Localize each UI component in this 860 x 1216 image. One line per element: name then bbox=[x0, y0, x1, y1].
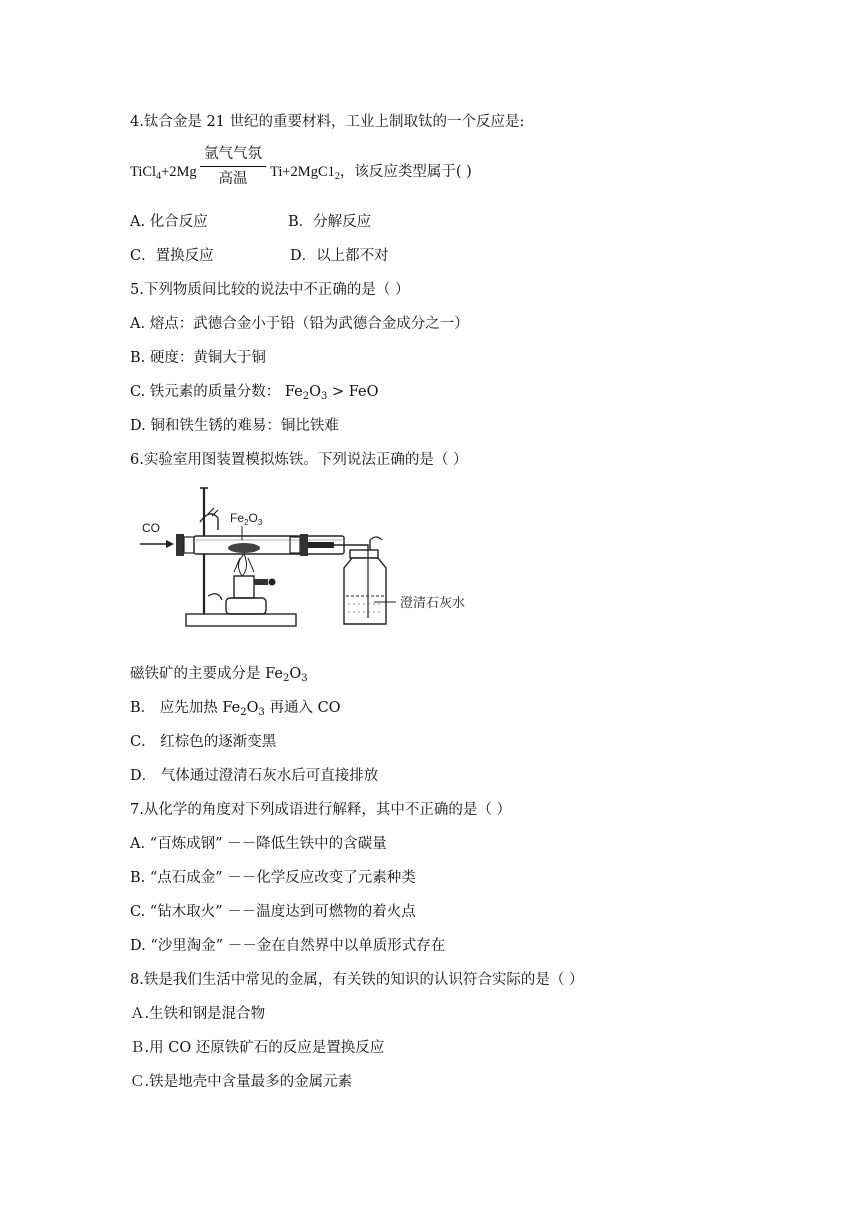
wash-bottle bbox=[344, 558, 386, 624]
q4-condition-bottom: 高温 bbox=[218, 171, 248, 187]
clamp bbox=[200, 514, 218, 530]
q6-option-b: B． 应先加热 $Fe_2O_3$ 再通入 CO bbox=[130, 700, 341, 718]
q8-option-a: Ａ.生铁和钢是混合物 bbox=[130, 1006, 266, 1022]
q6-stem: 6.实验室用图装置模拟炼铁。下列说法正确的是（ ） bbox=[130, 452, 468, 468]
q4-option-b: B．分解反应 bbox=[288, 214, 372, 230]
q7-option-a: A. “百炼成钢” －－降低生铁中的含碳量 bbox=[130, 836, 387, 852]
q5-stem: 5.下列物质间比较的说法中不正确的是（ ） bbox=[130, 282, 410, 298]
q5-option-d: D. 铜和铁生锈的难易：铜比铁难 bbox=[130, 418, 339, 434]
right-stopper bbox=[300, 534, 308, 556]
q8-option-c: Ｃ.铁是地壳中含量最多的金属元素 bbox=[130, 1074, 353, 1090]
stand-base bbox=[186, 614, 296, 626]
q4-option-c: C．置换反应 bbox=[130, 248, 214, 264]
q6-option-d: D． 气体通过澄清石灰水后可直接排放 bbox=[130, 768, 379, 784]
q5-option-a: A. 熔点：武德合金小于铅（铅为武德合金成分之一） bbox=[130, 316, 469, 332]
q4-condition-top: 氩气气氛 bbox=[204, 146, 262, 162]
fe2o3-label: $Fe_2O_3$ bbox=[230, 511, 263, 527]
bottle-stopper bbox=[350, 550, 378, 558]
flame bbox=[234, 554, 254, 576]
q4-stem: 4.钛合金是 21 世纪的重要材料，工业上制取钛的一个反应是: bbox=[130, 114, 525, 130]
fe2o3-powder bbox=[228, 543, 260, 553]
limewater-label: 澄清石灰水 bbox=[400, 595, 466, 610]
q4-equation-left: TiCl$_4$+2Mg bbox=[130, 164, 197, 182]
q8-stem: 8.铁是我们生活中常见的金属，有关铁的知识的认识符合实际的是（ ） bbox=[130, 972, 584, 988]
q4-condition-bar bbox=[200, 166, 266, 167]
q7-option-d: D. “沙里淘金” －－金在自然界中以单质形式存在 bbox=[130, 938, 446, 954]
iron-smelting-apparatus-figure bbox=[138, 484, 498, 634]
q4-reaction-condition bbox=[200, 144, 266, 189]
q5-option-b: B. 硬度：黄铜大于铜 bbox=[130, 350, 266, 366]
q6-option-c: C． 红棕色的逐渐变黑 bbox=[130, 734, 277, 750]
q7-option-b: B. “点石成金” －－化学反应改变了元素种类 bbox=[130, 870, 416, 886]
co-label: CO bbox=[142, 521, 160, 535]
left-stopper bbox=[176, 534, 184, 556]
q4-option-d: D．以上都不对 bbox=[290, 248, 389, 264]
q6-option-a: 磁铁矿的主要成分是 $Fe_2O_3$ bbox=[130, 666, 308, 684]
q4-equation-right: $Ti+2MgC1_2$，该反应类型属于( ) bbox=[270, 164, 472, 182]
burner bbox=[234, 576, 254, 598]
q7-stem: 7.从化学的角度对下列成语进行解释，其中不正确的是（ ） bbox=[130, 802, 511, 818]
q7-option-c: C. “钻木取火” －－温度达到可燃物的着火点 bbox=[130, 904, 416, 920]
q4-option-a: A. 化合反应 bbox=[130, 214, 208, 230]
q8-option-b: Ｂ.用 CO 还原铁矿石的反应是置换反应 bbox=[130, 1040, 385, 1056]
q5-option-c: C. 铁元素的质量分数： $Fe_2O_3$ > FeO bbox=[130, 384, 379, 402]
